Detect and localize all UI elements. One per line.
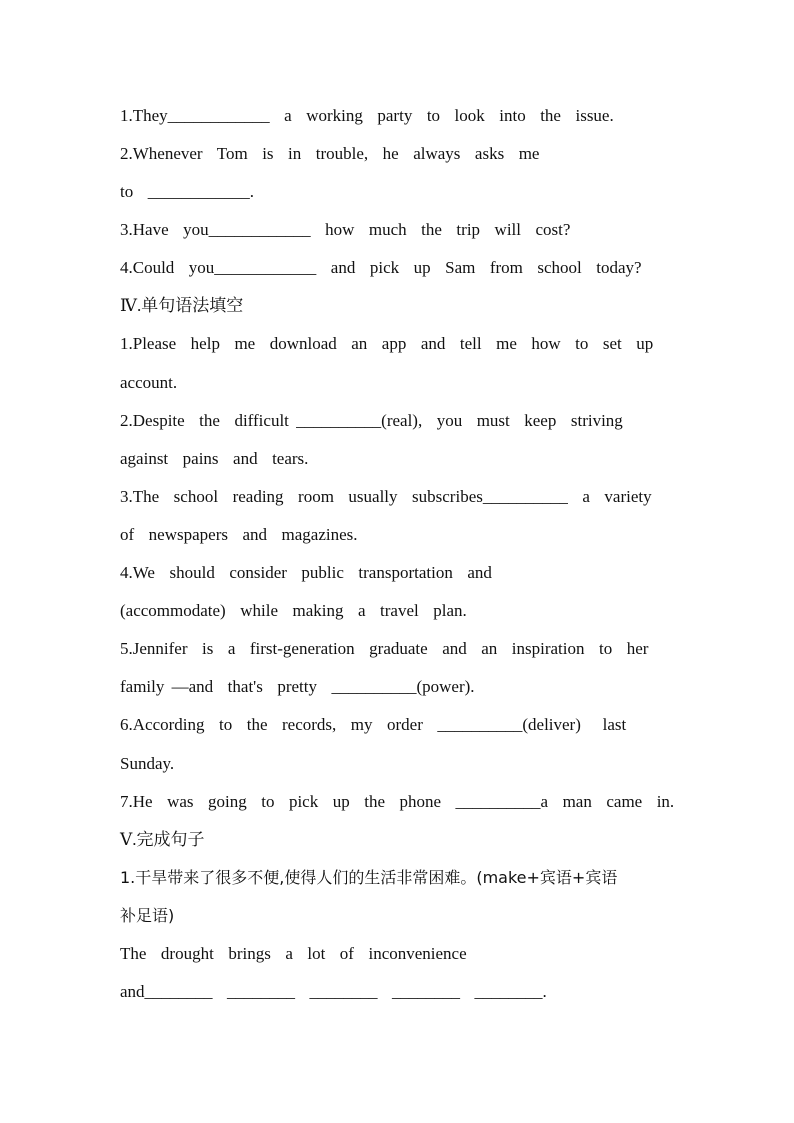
grammar-question-3-continued: of newspapers and magazines. [120, 525, 358, 544]
section-heading-grammar: Ⅳ.单句语法填空 [120, 296, 244, 315]
grammar-question-5: 5.Jennifer is a first-generation graduate and an inspiration to her [120, 639, 649, 658]
grammar-question-3: 3.The school reading room usually subscribes__________ a variety [120, 487, 652, 506]
grammar-question-1-continued: account. [120, 373, 178, 392]
vocab-question-1: 1.They____________ a working party to look into the issue. [120, 106, 614, 125]
translation-answer-line-2: and________ ________ ________ ________ ________. [120, 982, 547, 1001]
grammar-question-2: 2.Despite the difficult __________(real), you must keep striving [120, 411, 623, 430]
vocab-question-3: 3.Have you____________ how much the trip will cost? [120, 220, 571, 239]
vocab-question-4: 4.Could you____________ and pick up Sam from school today? [120, 258, 642, 277]
vocab-question-2: 2.Whenever Tom is in trouble, he always asks me [120, 144, 540, 163]
grammar-question-4-continued: (accommodate) while making a travel plan. [120, 601, 467, 620]
section-heading-complete-sentences: Ⅴ.完成句子 [120, 830, 205, 849]
grammar-question-5-continued: family —and that's pretty __________(power). [120, 677, 475, 696]
grammar-question-6: 6.According to the records, my order __________(deliver) last [120, 715, 627, 734]
translation-question-1: 1.干旱带来了很多不便,使得人们的生活非常困难。(make+宾语+宾语 [120, 868, 618, 887]
grammar-question-4: 4.We should consider public transportation and [120, 563, 492, 582]
grammar-question-2-continued: against pains and tears. [120, 449, 309, 468]
grammar-question-7: 7.He was going to pick up the phone __________a man came in. [120, 792, 675, 811]
translation-answer-line-1: The drought brings a lot of inconvenience [120, 944, 467, 963]
vocab-question-2-continued: to ____________. [120, 182, 254, 201]
grammar-question-6-continued: Sunday. [120, 754, 175, 773]
grammar-question-1: 1.Please help me download an app and tell me how to set up [120, 334, 654, 353]
translation-question-1-continued: 补足语) [120, 906, 175, 925]
